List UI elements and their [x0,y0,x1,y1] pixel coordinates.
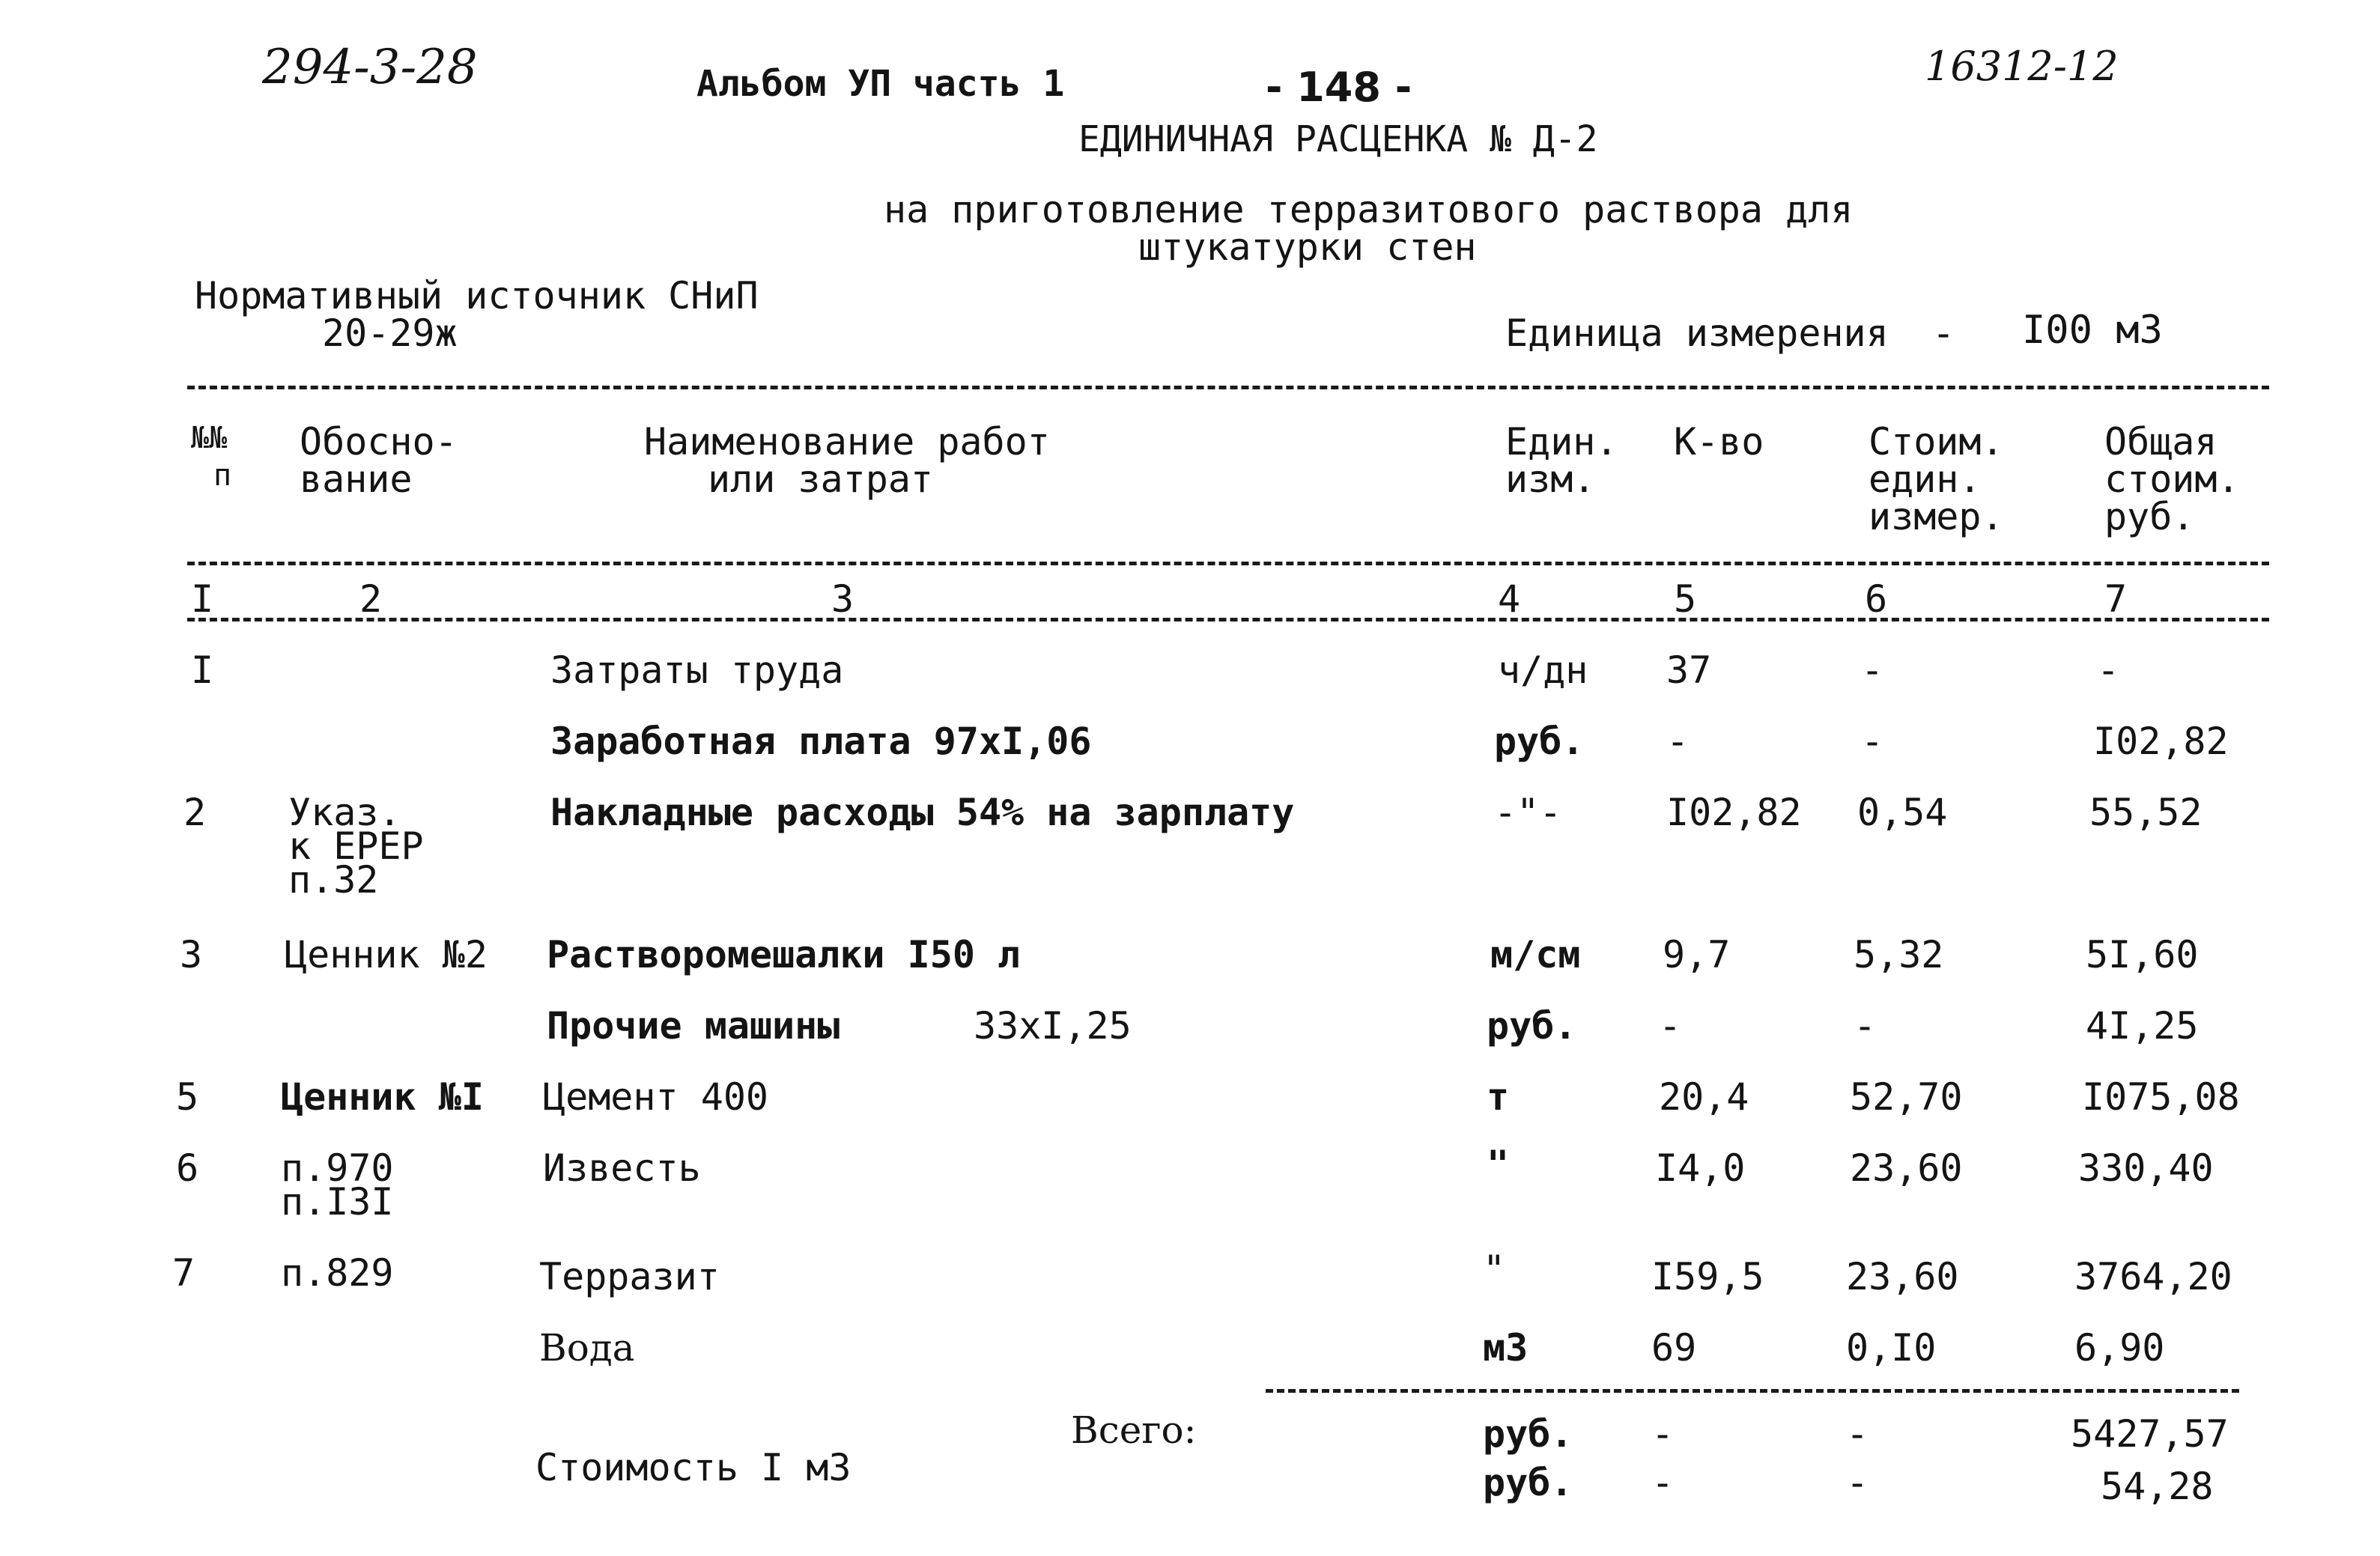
col-qty-label: К-во [1674,420,1764,464]
col-basis-label-2: вание [300,458,413,501]
album-label: Альбом УП часть 1 [696,63,1065,105]
row-name: Терразит [539,1255,720,1298]
total-price: - [1846,1412,1869,1456]
row-name: Затраты труда [550,648,844,692]
row-num: 2 [183,791,207,834]
row-unit: м/см [1490,933,1581,976]
row-total: 330,40 [2078,1146,2214,1190]
row-unit: -"- [1494,791,1562,834]
row-qty: 9,7 [1663,933,1731,976]
per-unit-unit: руб. [1483,1461,1573,1504]
col-unit-label-2: изм. [1505,458,1596,501]
row-qty: I59,5 [1651,1255,1764,1298]
row-num: 3 [180,933,203,976]
col-total-label-2: стоим. [2104,458,2240,501]
row-qty: 69 [1651,1326,1697,1370]
row-total: - [2097,648,2120,692]
divider-header-bottom [187,562,2269,565]
row-qty: I4,0 [1655,1146,1746,1190]
row-qty: - [1659,1004,1682,1048]
doc-subtitle-line2: штукатурки стен [1138,225,1477,269]
normative-source: Нормативный источник СНиП [195,274,759,317]
unit-of-measure-value: I00 м3 [2022,308,2163,353]
per-unit-price: - [1846,1461,1869,1504]
col-number: 7 [2104,577,2128,621]
total-label: Всего: [1071,1408,1197,1452]
col-price-label: Стоим. [1869,420,2004,464]
row-name: Растворомешалки I50 л [547,933,1021,976]
row-total: 3764,20 [2074,1255,2232,1298]
row-price: 0,54 [1857,791,1948,834]
col-unit-label: Един. [1505,420,1618,464]
col-number: 2 [359,577,383,621]
total-value: 5427,57 [2071,1412,2229,1456]
col-num-label-2: п [213,458,232,493]
row-name: Вода [539,1326,635,1370]
row-price: - [1861,648,1884,692]
row-name: Цемент 400 [543,1075,769,1119]
row-name: Накладные расходы 54% на зарплату [550,791,1295,834]
divider-col-numbers [187,618,2269,622]
col-number: I [191,577,214,621]
divider-top [187,386,2269,389]
row-basis: Указ. [288,791,401,834]
col-price-label-3: измер. [1869,495,2004,538]
row-price: 52,70 [1850,1075,1963,1119]
per-unit-label: Стоимость I м3 [535,1446,851,1489]
per-unit-qty: - [1651,1461,1675,1504]
row-total: 55,52 [2089,791,2203,834]
row-name: Прочие машины [547,1004,840,1048]
col-total-label: Общая [2104,420,2217,464]
row-unit: т [1487,1075,1510,1119]
row-num: I [191,648,214,692]
row-basis: п.32 [288,858,379,902]
row-price: - [1854,1004,1877,1048]
row-total: 5I,60 [2086,933,2199,976]
row-qty: 37 [1666,648,1712,692]
handwritten-doc-code: 294-3-28 [262,40,478,95]
row-total: 6,90 [2074,1326,2165,1370]
row-unit: м3 [1483,1326,1529,1370]
page-number: - 148 - [1266,64,1412,111]
row-basis: п.970 [281,1146,394,1190]
row-num: 6 [176,1146,199,1190]
row-unit: ч/дн [1498,648,1588,692]
row-basis: п.I3I [281,1180,394,1224]
row-price: 0,I0 [1846,1326,1937,1370]
row-qty: 20,4 [1659,1075,1749,1119]
row-unit: " [1487,1143,1510,1186]
row-unit: " [1483,1247,1506,1291]
doc-title: ЕДИНИЧНАЯ РАСЦЕНКА № Д-2 [1078,118,1598,160]
normative-source-code: 20-29ж [322,311,458,355]
row-price: 23,60 [1846,1255,1959,1298]
row-price: - [1861,720,1884,763]
row-num: 7 [172,1251,195,1295]
col-number: 6 [1865,577,1888,621]
col-num-label: №№ [191,421,228,455]
col-number: 3 [831,577,854,621]
row-total: I075,08 [2082,1075,2240,1119]
row-unit: руб. [1494,720,1585,763]
row-basis: к ЕРЕР [288,824,424,868]
total-unit: руб. [1483,1412,1573,1456]
col-number: 5 [1674,577,1697,621]
divider-totals [1266,1389,2239,1393]
col-basis-label: Обосно- [300,420,458,464]
doc-subtitle-line1: на приготовление терразитового раствора для [884,188,1854,231]
total-qty: - [1651,1412,1675,1456]
col-total-label-3: руб. [2104,495,2195,538]
row-basis: Ценник №I [281,1075,484,1119]
row-num: 5 [176,1075,199,1119]
per-unit-value: 54,28 [2101,1465,2214,1508]
row-total: 4I,25 [2086,1004,2199,1048]
col-price-label-2: един. [1869,458,1982,501]
row-name-extra: 33xI,25 [974,1004,1132,1048]
row-unit: руб. [1487,1004,1577,1048]
col-name-label: Наименование работ [644,420,1050,464]
row-total: I02,82 [2093,720,2229,763]
unit-of-measure-dash: - [1932,311,1955,355]
row-name: Известь [543,1146,701,1190]
row-price: 5,32 [1854,933,1944,976]
row-price: 23,60 [1850,1146,1963,1190]
col-number: 4 [1498,577,1521,621]
row-basis: Ценник №2 [285,933,488,976]
handwritten-archive-number: 16312-12 [1925,43,2119,90]
row-qty: - [1666,720,1690,763]
col-name-label-2: или затрат [708,458,934,501]
unit-of-measure-label: Единица измерения [1505,311,1889,355]
row-basis: п.829 [281,1251,394,1295]
row-name: Заработная плата 97xI,06 [550,720,1092,763]
row-qty: I02,82 [1666,791,1802,834]
